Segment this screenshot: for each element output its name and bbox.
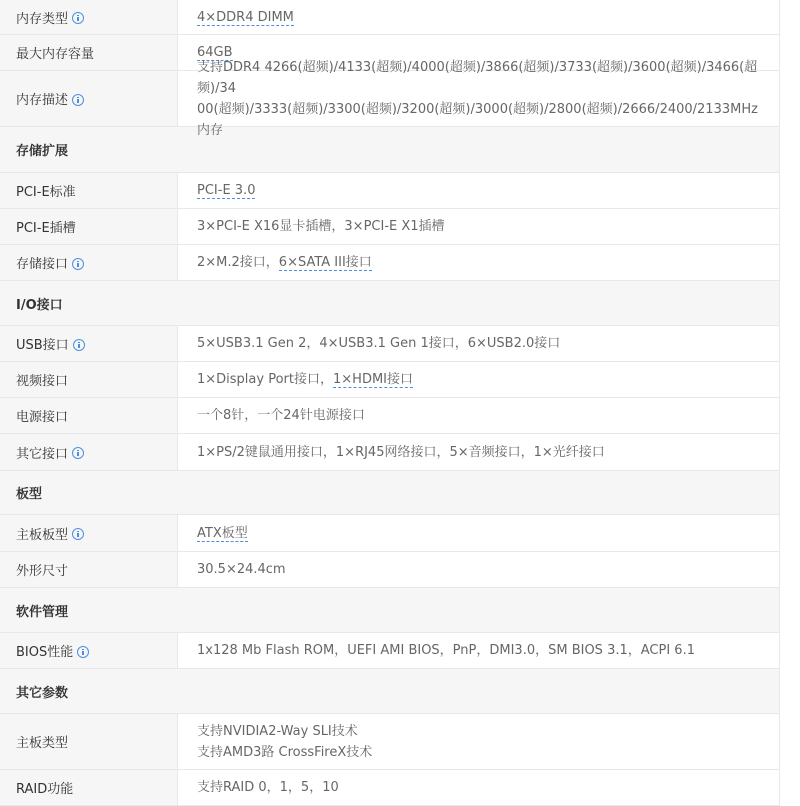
spec-value — [178, 517, 779, 550]
spec-value — [178, 246, 779, 279]
spec-label — [0, 209, 178, 244]
spec-value-text: 1x128 Mb Flash ROM，UEFI AMI BIOS，PnP，DMI3.0，SM BIOS 3.1，ACPI 6.1 — [197, 643, 695, 658]
spec-label-text: 其它接口 — [16, 446, 69, 462]
spec-label-text: 主板板型 — [16, 527, 69, 543]
spec-label — [0, 245, 178, 280]
spec-value — [178, 399, 779, 432]
spec-value-line: 00(超频)/3333(超频)/3300(超频)/3200(超频)/3000(超频)/2800(超频)/2666/2400/2133MHz内存 — [197, 101, 758, 138]
spec-value — [178, 1, 779, 34]
spec-value — [178, 174, 779, 207]
spec-value-link[interactable]: 1×HDMI接口 — [333, 372, 413, 387]
spec-value-line: 支持DDR4 4266(超频)/4133(超频)/4000(超频)/3866(超频)/3733(超频)/3600(超频)/3466(超频)/34 — [197, 59, 758, 96]
spec-row-bios — [0, 633, 779, 669]
spec-row-video-ports — [0, 362, 779, 398]
info-icon[interactable] — [72, 447, 84, 459]
spec-label — [0, 0, 178, 34]
spec-label-text: PCI-E标准 — [16, 185, 76, 200]
spec-label — [0, 552, 178, 587]
spec-value-link[interactable]: PCI-E 3.0 — [197, 183, 256, 198]
spec-value-line: 支持NVIDIA2-Way SLI技术 — [197, 723, 358, 739]
spec-value-text: 2×M.2接口， — [197, 255, 279, 270]
spec-label — [0, 71, 178, 126]
spec-label-text: 最大内存容量 — [16, 47, 95, 62]
spec-row-power-ports — [0, 398, 779, 434]
spec-value-link[interactable]: 4×DDR4 DIMM — [197, 9, 294, 25]
spec-value-line: 支持AMD3路 CrossFireX技术 — [197, 744, 373, 760]
spec-row-usb-ports — [0, 326, 779, 362]
spec-label-text: 主板类型 — [16, 736, 69, 751]
spec-row-storage-ports — [0, 245, 779, 281]
spec-label-text: RAID功能 — [16, 782, 74, 797]
spec-row-pcie-slots — [0, 209, 779, 245]
spec-label-text: 存储接口 — [16, 257, 69, 272]
spec-label — [0, 173, 178, 208]
spec-value-text: 1×Display Port接口， — [197, 372, 333, 387]
spec-row-board-form — [0, 515, 779, 552]
spec-value-text: 一个8针，一个24针电源接口 — [197, 408, 365, 423]
info-icon[interactable] — [72, 12, 84, 24]
spec-value — [178, 634, 779, 667]
spec-label — [0, 326, 178, 361]
spec-value-link[interactable]: ATX板型 — [197, 525, 248, 541]
section-io: I/O接口 — [0, 281, 779, 326]
spec-value — [178, 363, 779, 396]
spec-label-text: 内存类型 — [16, 11, 69, 27]
spec-label — [0, 633, 178, 668]
spec-value — [178, 51, 779, 147]
spec-label-text: BIOS性能 — [16, 645, 74, 660]
info-icon[interactable] — [72, 94, 84, 106]
spec-label-text: PCI-E插槽 — [16, 221, 76, 236]
info-icon[interactable] — [73, 339, 85, 351]
spec-label — [0, 35, 178, 70]
spec-value — [178, 771, 779, 804]
spec-label-text: USB接口 — [16, 338, 69, 353]
spec-value-link[interactable]: 64GB — [197, 45, 233, 60]
spec-row-raid — [0, 770, 779, 806]
section-board: 板型 — [0, 471, 779, 515]
spec-value-text: 3×PCI-E X16显卡插槽，3×PCI-E X1插槽 — [197, 219, 445, 234]
spec-value — [178, 553, 779, 586]
spec-label — [0, 434, 178, 470]
spec-value-text: 支持RAID 0，1，5，10 — [197, 780, 339, 795]
spec-row-board-size — [0, 552, 779, 588]
spec-label-text: 电源接口 — [16, 410, 69, 425]
spec-label-text: 内存描述 — [16, 93, 69, 108]
spec-row-pcie-standard — [0, 173, 779, 209]
section-storage: 存储扩展 — [0, 127, 779, 173]
section-software: 软件管理 — [0, 588, 779, 633]
spec-label-text: 外形尺寸 — [16, 564, 69, 579]
spec-label — [0, 398, 178, 433]
spec-value-text: 1×PS/2键鼠通用接口，1×RJ45网络接口，5×音频接口，1×光纤接口 — [197, 444, 605, 460]
spec-value-link[interactable]: 6×SATA III接口 — [278, 255, 372, 270]
spec-value-text: 5×USB3.1 Gen 2，4×USB3.1 Gen 1接口，6×USB2.0接口 — [197, 336, 561, 351]
spec-value — [178, 715, 779, 769]
spec-value — [178, 436, 779, 469]
info-icon[interactable] — [77, 646, 89, 658]
spec-label — [0, 515, 178, 551]
spec-row-memory-desc — [0, 59, 779, 138]
spec-label-text: 视频接口 — [16, 374, 69, 389]
spec-value — [178, 210, 779, 243]
info-icon[interactable] — [72, 528, 84, 540]
spec-row-multi-gpu — [0, 714, 779, 770]
spec-row-other-ports — [0, 434, 779, 471]
spec-row-memory-type — [0, 0, 779, 35]
info-icon[interactable] — [72, 258, 84, 270]
section-other: 其它参数 — [0, 669, 779, 714]
spec-value — [178, 327, 779, 360]
spec-label — [0, 714, 178, 769]
spec-value-text: 30.5×24.4cm — [197, 562, 286, 577]
spec-label — [0, 362, 178, 397]
